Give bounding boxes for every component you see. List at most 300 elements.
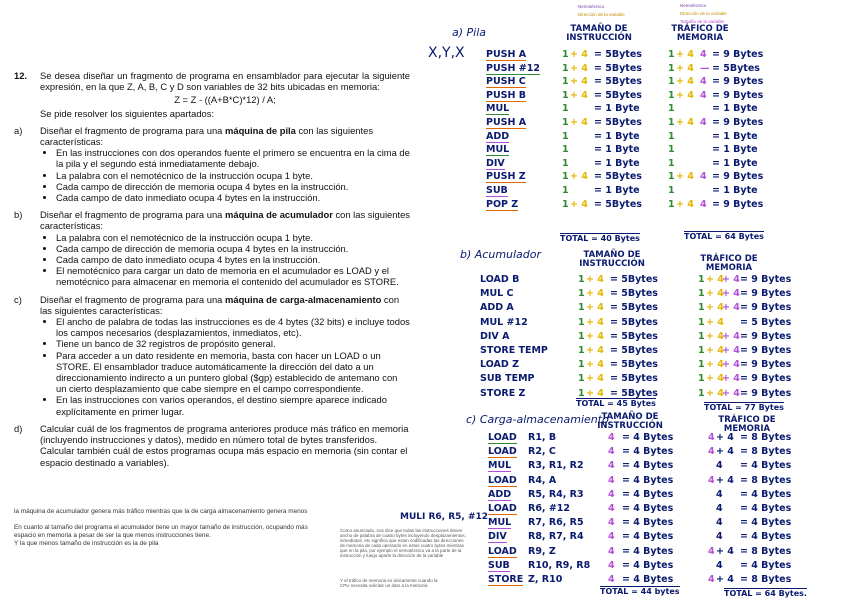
pila-header-traffic: TRÁFICO DE MEMORIA <box>671 24 729 43</box>
table-row <box>0 331 848 344</box>
part-b: b) Diseñar el fragmento de programa para una máquina de acumulador con las siguientes características: • La palabra con el nemotécnico de la instrucción ocupa 1 byte. • Cada campo de dirección de memoria ocupa 4 bytes en la instrucción. • Cada campo de dato inmediato ocupa 4 bytes en la instrucción. • El nemotécnico para cargar un dato de memoria en el acumulador es LOAD y el nemotécnico para almacenar en memoria el contenido del acumulador es STORE. <box>14 209 410 287</box>
size-operand: + 4 <box>586 330 604 342</box>
size-operand: + 4 <box>570 89 588 101</box>
traffic-opcode: 1 <box>698 373 705 385</box>
size-word: 4 <box>608 446 615 458</box>
table-row <box>0 171 848 184</box>
size-total: = 1 Byte <box>594 157 640 169</box>
size-opcode: 1 <box>562 76 569 88</box>
traffic-total: = 5 Bytes <box>740 316 792 328</box>
size-total: = 5Bytes <box>594 76 642 88</box>
traffic-opcode: 1 <box>698 302 705 314</box>
size-total: = 5Bytes <box>594 89 642 101</box>
instruction: LOAD <box>488 503 517 514</box>
size-total: = 5Bytes <box>594 62 642 74</box>
size-total: = 4 Bytes <box>622 503 674 514</box>
traffic-addr: + 4 <box>706 302 724 314</box>
operands: R1, B <box>528 432 557 443</box>
traffic-total: = 8 Bytes <box>740 446 792 458</box>
traffic-data: + 4 <box>722 288 740 300</box>
size-total: = 4 Bytes <box>622 545 674 557</box>
instruction: MUL <box>488 517 512 529</box>
instruction: MUL <box>486 144 510 156</box>
traffic-instr: 4 <box>708 474 715 486</box>
traffic-data: 4 <box>716 517 723 529</box>
traffic-total: = 9 Bytes <box>740 359 792 371</box>
table-row <box>0 199 848 212</box>
traffic-data: 4 <box>700 76 707 88</box>
traffic-instr: 4 <box>708 574 715 585</box>
size-total: = 1 Byte <box>594 185 640 196</box>
traffic-opcode: 1 <box>698 274 705 285</box>
list-item: • En las instrucciones con varios operandos, el destino siempre aparece indicado explícitamente en primer lugar. <box>56 394 410 416</box>
table-row <box>0 503 848 516</box>
legend-traf-b: Dirección de la variable <box>680 11 727 16</box>
traffic-total: = 8 Bytes <box>740 474 792 486</box>
traffic-total: = 4 Bytes <box>740 488 792 500</box>
traffic-addr: + 4 <box>706 345 724 356</box>
acum-total-traffic: TOTAL = 77 Bytes <box>704 403 784 412</box>
carga-title: c) Carga-almacenamiento <box>466 413 609 426</box>
size-operand: + 4 <box>570 171 588 183</box>
size-operand: + 4 <box>586 288 604 300</box>
operands: R8, R7, R4 <box>528 531 584 543</box>
traffic-data: + 4 <box>722 274 740 285</box>
size-total: = 1 Byte <box>594 144 640 156</box>
instruction: MUL C <box>480 288 514 300</box>
traffic-total: = 8 Bytes <box>740 574 792 585</box>
size-total: = 4 Bytes <box>622 517 674 529</box>
table-row <box>0 517 848 530</box>
instruction: DIV <box>486 157 505 169</box>
problem-number: 12. <box>14 70 28 81</box>
instruction: PUSH #12 <box>486 62 540 74</box>
traffic-addr: + 4 <box>676 89 694 101</box>
size-opcode: 1 <box>562 62 569 74</box>
traffic-opcode: 1 <box>668 171 675 183</box>
instruction: LOAD <box>488 432 517 443</box>
size-word: 4 <box>608 460 615 472</box>
part-c: c) Diseñar el fragmento de programa para una máquina de carga-almacenamiento con las siguientes características: • El ancho de palabra de todas las instrucciones es de 4 bytes (32 bits) e incluye todos los campos necesarios (desplazamientos, inmediatos, etc). • Tiene un banco de 32 registros de propósito general. • Para acceder a un dato residente en memoria, basta con hacer un LOAD o un STORE. El ensamblador traduce automáticamente la dirección del dato a un direccionamiento indirecto a un puntero global ($gp) establecido de antemano con un cierto desplazamiento que cabe siempre en el campo correspondiente. • En las instrucciones con varios operandos, el destino siempre aparece indicado explícitamente en primer lugar. <box>14 294 410 417</box>
operands: R2, C <box>528 446 556 458</box>
size-word: 4 <box>608 474 615 486</box>
traffic-data: 4 <box>716 559 723 571</box>
traffic-total: = 9 Bytes <box>712 89 764 101</box>
traffic-data: + 4 <box>722 345 740 356</box>
table-row <box>0 63 848 76</box>
instruction: ADD <box>486 130 510 142</box>
acum-header-traffic: TRÁFICO DE MEMORIA <box>700 254 758 273</box>
size-opcode: 1 <box>562 117 569 128</box>
traffic-addr: + 4 <box>706 387 724 399</box>
table-row <box>0 76 848 89</box>
traffic-data: + 4 <box>716 446 734 458</box>
traffic-opcode: 1 <box>698 330 705 342</box>
size-opcode: 1 <box>562 171 569 183</box>
size-total: = 5Bytes <box>610 316 658 328</box>
list-item: • Cada campo de dirección de memoria ocupa 4 bytes en la instrucción. <box>56 243 410 254</box>
traffic-total: = 9 Bytes <box>740 387 792 399</box>
traffic-total: = 9 Bytes <box>712 171 764 183</box>
instruction: ADD A <box>480 302 514 314</box>
list-item: • El ancho de palabra de todas las instrucciones es de 4 bytes (32 bits) e incluye todos los campos necesarios (desplazamientos, inmediatos, etc). <box>56 316 410 338</box>
acum-total-size: TOTAL = 45 Bytes <box>576 399 656 408</box>
size-opcode: 1 <box>578 274 585 285</box>
size-total: = 4 Bytes <box>622 432 674 443</box>
note-size-pila: Y la que menos tamaño de instrucción es la de pila <box>14 540 159 547</box>
traffic-opcode: 1 <box>668 117 675 128</box>
traffic-total: = 8 Bytes <box>740 545 792 557</box>
instruction: MUL #12 <box>480 316 528 328</box>
instruction: PUSH B <box>486 89 527 101</box>
note-traffic-cpu: Y el tráfico de memoria es únicamente cuando la CPU necesita solicitar un dato a la memoria <box>340 578 438 588</box>
table-row <box>0 546 848 559</box>
instruction: POP Z <box>486 198 519 210</box>
traffic-addr: + 4 <box>676 117 694 128</box>
size-total: = 4 Bytes <box>622 474 674 486</box>
instruction: LOAD <box>488 545 517 557</box>
instruction: SUB <box>486 185 508 196</box>
table-row <box>0 531 848 544</box>
operands: R3, R1, R2 <box>528 460 584 472</box>
traffic-data: + 4 <box>716 474 734 486</box>
instruction: PUSH C <box>486 76 526 88</box>
instruction: DIV <box>488 531 507 543</box>
acum-title: b) Acumulador <box>460 248 542 261</box>
traffic-total: = 5Bytes <box>712 62 760 74</box>
size-total: = 5Bytes <box>610 274 658 285</box>
traffic-data: 4 <box>700 49 707 60</box>
pila-total-traffic: TOTAL = 64 Bytes <box>684 232 764 241</box>
list-item: • Cada campo de dato inmediato ocupa 4 bytes en la instrucción. <box>56 192 410 203</box>
size-opcode: 1 <box>578 316 585 328</box>
size-opcode: 1 <box>562 144 569 156</box>
table-row <box>0 117 848 130</box>
table-row <box>0 460 848 473</box>
traffic-total: = 8 Bytes <box>740 432 792 443</box>
traffic-total: = 9 Bytes <box>712 76 764 88</box>
traffic-addr: + 4 <box>676 76 694 88</box>
instruction: STORE Z <box>480 387 526 399</box>
traffic-total: = 9 Bytes <box>740 274 792 285</box>
legend-traf-a: Nemotécnico <box>680 3 707 8</box>
size-word: 4 <box>608 432 615 443</box>
part-a: a) Diseñar el fragmento de programa para una máquina de pila con las siguientes características: • En las instrucciones con dos operandos fuente el primero se encuentra en la cima de la pila y el segundo está inmediatamente debajo. • La palabra con el nemotécnico de la instrucción ocupa 1 byte. • Cada campo de dirección de memoria ocupa 4 bytes en la instrucción. • Cada campo de dato inmediato ocupa 4 bytes en la instrucción. <box>14 125 410 203</box>
traffic-instr: 4 <box>708 446 715 458</box>
legend-size-a: Nemotécnico <box>578 4 605 9</box>
operands: R6, #12 <box>528 503 571 514</box>
size-opcode: 1 <box>562 157 569 169</box>
operands: Z, R10 <box>528 574 563 585</box>
table-row <box>0 185 848 198</box>
traffic-total: = 1 Byte <box>712 144 758 156</box>
instruction: LOAD Z <box>480 359 519 371</box>
traffic-total: = 9 Bytes <box>740 330 792 342</box>
traffic-total: = 4 Bytes <box>740 531 792 543</box>
traffic-data: + 4 <box>722 330 740 342</box>
size-total: = 1 Byte <box>594 130 640 142</box>
size-opcode: 1 <box>578 330 585 342</box>
traffic-total: = 9 Bytes <box>740 373 792 385</box>
size-total: = 4 Bytes <box>622 559 674 571</box>
note-size: En cuanto al tamaño del programa el acumulador tiene un mayor tamaño de instrucción, ocupando más espacio en memoria a pesar de ser la que menos instrucciones tiene. <box>14 524 308 539</box>
traffic-total: = 1 Byte <box>712 130 758 142</box>
traffic-opcode: 1 <box>668 130 675 142</box>
traffic-instr: 4 <box>708 432 715 443</box>
operands: R10, R9, R8 <box>528 559 591 571</box>
table-row <box>0 89 848 106</box>
table-row <box>0 489 848 502</box>
traffic-data: 4 <box>716 503 723 514</box>
instruction: LOAD <box>488 446 517 458</box>
size-word: 4 <box>608 517 615 529</box>
traffic-addr: + 4 <box>706 274 724 285</box>
traffic-data: + 4 <box>716 545 734 557</box>
traffic-opcode: 1 <box>668 103 675 115</box>
size-opcode: 1 <box>562 130 569 142</box>
size-total: = 5Bytes <box>610 345 658 356</box>
table-row <box>0 274 848 287</box>
instruction: PUSH Z <box>486 171 526 183</box>
traffic-total: = 1 Byte <box>712 103 758 115</box>
note-traffic: la máquina de acumulador genera más tráfico mientras que la de carga almacenamiento genera menos <box>14 508 308 515</box>
traffic-addr: + 4 <box>676 49 694 60</box>
table-row <box>0 158 848 171</box>
instruction: LOAD <box>488 474 517 486</box>
table-row <box>0 144 848 157</box>
instruction: SUB TEMP <box>480 373 535 385</box>
legend-size-b: Dirección de la variable <box>578 12 625 17</box>
size-word: 4 <box>608 488 615 500</box>
traffic-total: = 4 Bytes <box>740 460 792 472</box>
table-row <box>0 560 848 573</box>
traffic-opcode: 1 <box>668 198 675 210</box>
size-opcode: 1 <box>562 89 569 101</box>
instruction: ADD <box>488 488 512 500</box>
table-row <box>0 359 848 372</box>
table-row <box>0 475 848 488</box>
traffic-addr: + 4 <box>706 316 724 328</box>
traffic-addr: + 4 <box>706 373 724 385</box>
size-total: = 5Bytes <box>610 302 658 314</box>
table-row <box>0 446 848 459</box>
traffic-addr: + 4 <box>706 359 724 371</box>
traffic-addr: + 4 <box>676 198 694 210</box>
traffic-opcode: 1 <box>668 185 675 196</box>
size-opcode: 1 <box>562 49 569 60</box>
traffic-opcode: 1 <box>668 49 675 60</box>
carga-total-size: TOTAL = 44 bytes <box>600 587 680 596</box>
instruction: DIV A <box>480 330 510 342</box>
traffic-data: 4 <box>716 460 723 472</box>
size-operand: + 4 <box>570 198 588 210</box>
instruction: LOAD B <box>480 274 520 285</box>
size-total: = 4 Bytes <box>622 574 674 585</box>
traffic-addr: + 4 <box>706 330 724 342</box>
pila-marks: X,Y,X <box>428 45 465 61</box>
size-total: = 5Bytes <box>610 288 658 300</box>
table-row <box>0 103 848 116</box>
traffic-data: + 4 <box>722 302 740 314</box>
size-total: = 5Bytes <box>610 359 658 371</box>
table-row <box>0 345 848 358</box>
traffic-data: — <box>700 62 710 74</box>
size-opcode: 1 <box>578 345 585 356</box>
traffic-total: = 9 Bytes <box>740 345 792 356</box>
size-total: = 4 Bytes <box>622 531 674 543</box>
size-operand: + 4 <box>586 302 604 314</box>
size-operand: + 4 <box>586 274 604 285</box>
size-total: = 4 Bytes <box>622 446 674 458</box>
instruction: MUL <box>486 103 510 115</box>
traffic-opcode: 1 <box>698 387 705 399</box>
traffic-total: = 4 Bytes <box>740 559 792 571</box>
operands: R9, Z <box>528 545 556 557</box>
size-operand: + 4 <box>586 387 604 399</box>
traffic-addr: + 4 <box>706 288 724 300</box>
traffic-opcode: 1 <box>668 89 675 101</box>
traffic-data: + 4 <box>722 359 740 371</box>
carga-header-traffic: TRÁFICO DE MEMORIA <box>718 415 776 434</box>
traffic-opcode: 1 <box>668 144 675 156</box>
operands: R5, R4, R3 <box>528 488 584 500</box>
part-d: d) Calcular cuál de los fragmentos de programa anteriores produce más tráfico en memoria (incluyendo instrucciones y datos), medido en número total de bytes transferidos. Calcular también cuál de estos programas ocupa más espacio en memoria (sin contar el espacio destinado a variables). <box>14 422 409 468</box>
size-opcode: 1 <box>578 302 585 314</box>
traffic-opcode: 1 <box>668 157 675 169</box>
traffic-addr: + 4 <box>676 62 694 74</box>
traffic-data: + 4 <box>722 387 740 399</box>
size-opcode: 1 <box>578 373 585 385</box>
traffic-opcode: 1 <box>668 76 675 88</box>
traffic-opcode: 1 <box>668 62 675 74</box>
traffic-data: + 4 <box>722 373 740 385</box>
table-row <box>0 373 848 386</box>
list-item: • En las instrucciones con dos operandos fuente el primero se encuentra en la cima de la pila y el segundo está inmediatamente debajo. <box>56 147 410 169</box>
size-word: 4 <box>608 503 615 514</box>
carga-header-size: TAMAÑO DE INSTRUCCIÓN <box>597 412 663 431</box>
list-item: • Tiene un banco de 32 registros de propósito general. <box>56 338 410 349</box>
size-total: = 5Bytes <box>594 49 642 60</box>
traffic-data: + 4 <box>716 432 734 443</box>
size-opcode: 1 <box>578 288 585 300</box>
pila-header-size: TAMAÑO DE INSTRUCCIÓN <box>566 24 632 43</box>
list-item: • Para acceder a un dato residente en memoria, basta con hacer un LOAD o un STORE. El ensamblador traduce automáticamente la dirección del dato a un direccionamiento indirecto a un puntero global ($gp) establecido de antemano con un cierto desplazamiento que cabe siempre en el campo correspondiente. <box>56 350 410 395</box>
size-total: = 5Bytes <box>594 117 642 128</box>
instruction: SUB <box>488 559 510 571</box>
table-row <box>0 317 848 330</box>
traffic-total: = 9 Bytes <box>712 198 764 210</box>
traffic-total: = 9 Bytes <box>740 302 792 314</box>
table-row <box>0 288 848 301</box>
traffic-opcode: 1 <box>698 345 705 356</box>
carga-total-traffic: TOTAL = 64 Bytes. <box>724 589 807 598</box>
list-item: • El nemotécnico para cargar un dato de memoria en el acumulador es LOAD y el nemotécnico para almacenar en memoria el contenido del acumulador es STORE. <box>56 265 410 287</box>
size-opcode: 1 <box>562 185 569 196</box>
size-operand: + 4 <box>586 345 604 356</box>
instruction: MUL <box>488 460 512 472</box>
traffic-total: = 1 Byte <box>712 157 758 169</box>
traffic-data: 4 <box>716 531 723 543</box>
carga-side-note: MULI R6, R5, #12 <box>400 512 489 522</box>
size-total: = 1 Byte <box>594 103 640 115</box>
size-opcode: 1 <box>578 359 585 371</box>
size-word: 4 <box>608 545 615 557</box>
instruction: PUSH A <box>486 49 527 60</box>
size-total: = 4 Bytes <box>622 488 674 500</box>
traffic-total: = 9 Bytes <box>740 288 792 300</box>
traffic-data: 4 <box>700 198 707 210</box>
list-item: • La palabra con el nemotécnico de la instrucción ocupa 1 byte. <box>56 170 410 181</box>
table-row <box>0 49 848 62</box>
list-item: • La palabra con el nemotécnico de la instrucción ocupa 1 byte. <box>56 232 410 243</box>
pila-title: a) Pila <box>452 26 487 39</box>
problem-formula: Z = Z - ((A+B*C)*12) / A; <box>174 94 276 106</box>
size-total: = 4 Bytes <box>622 460 674 472</box>
traffic-total: = 9 Bytes <box>712 117 764 128</box>
traffic-data: 4 <box>716 488 723 500</box>
size-operand: + 4 <box>570 117 588 128</box>
pila-total-size: TOTAL = 40 Bytes <box>560 234 640 243</box>
operands: R7, R6, R5 <box>528 517 584 529</box>
traffic-total: = 4 Bytes <box>740 517 792 529</box>
size-total: = 5Bytes <box>594 198 642 210</box>
size-total: = 5Bytes <box>610 387 658 399</box>
traffic-data: 4 <box>700 171 707 183</box>
acum-header-size: TAMAÑO DE INSTRUCCIÓN <box>579 250 645 269</box>
size-operand: + 4 <box>586 373 604 385</box>
instruction: STORE <box>488 574 524 585</box>
table-row <box>0 131 848 144</box>
instruction: PUSH A <box>486 117 527 128</box>
traffic-opcode: 1 <box>698 288 705 300</box>
size-opcode: 1 <box>578 387 585 399</box>
traffic-data: + 4 <box>716 574 734 585</box>
traffic-total: = 4 Bytes <box>740 503 792 514</box>
size-opcode: 1 <box>562 198 569 210</box>
size-operand: + 4 <box>586 316 604 328</box>
traffic-total: = 9 Bytes <box>712 49 764 60</box>
traffic-opcode: 1 <box>698 316 705 328</box>
traffic-instr: 4 <box>708 545 715 557</box>
instruction: STORE TEMP <box>480 345 548 356</box>
size-operand: + 4 <box>570 76 588 88</box>
traffic-addr: + 4 <box>676 171 694 183</box>
note-carga: Como anunciado, nos dice que todas las instrucciones tienen ancho de palabra de cuatro bytes incluyendo desplazamientos, inmediatos, etc significa que estan codificadas las direcciones de memoria de cada operando en estos cuatro bytes mientras que en la pila, por ejemplo el nemotécnico va a la parte de la instrucción y luego aparte la dirección de la variable <box>340 528 466 558</box>
list-item: • Cada campo de dato inmediato ocupa 4 bytes en la instrucción. <box>56 254 410 265</box>
size-total: = 5Bytes <box>594 171 642 183</box>
traffic-total: = 1 Byte <box>712 185 758 196</box>
legend-traf-c: Tamaño de la variable <box>680 19 725 24</box>
operands: R4, A <box>528 474 557 486</box>
size-total: = 5Bytes <box>610 373 658 385</box>
table-row <box>0 432 848 445</box>
size-word: 4 <box>608 559 615 571</box>
table-row <box>0 574 848 587</box>
size-operand: + 4 <box>570 62 588 74</box>
traffic-data: 4 <box>700 117 707 128</box>
list-item: • Cada campo de dirección de memoria ocupa 4 bytes en la instrucción. <box>56 181 410 192</box>
table-row <box>0 302 848 315</box>
size-word: 4 <box>608 574 615 585</box>
problem-intro: Se desea diseñar un fragmento de programa en ensamblador para ejecutar la siguiente expresión, en la que Z, A, B, C y D son variables de 32 bits ubicadas en memoria: <box>40 70 410 93</box>
size-operand: + 4 <box>586 359 604 371</box>
traffic-opcode: 1 <box>698 359 705 371</box>
table-row <box>0 388 848 401</box>
problem-pide: Se pide resolver los siguientes apartados: <box>40 107 215 119</box>
traffic-data: 4 <box>700 89 707 101</box>
size-opcode: 1 <box>562 103 569 115</box>
size-operand: + 4 <box>570 49 588 60</box>
